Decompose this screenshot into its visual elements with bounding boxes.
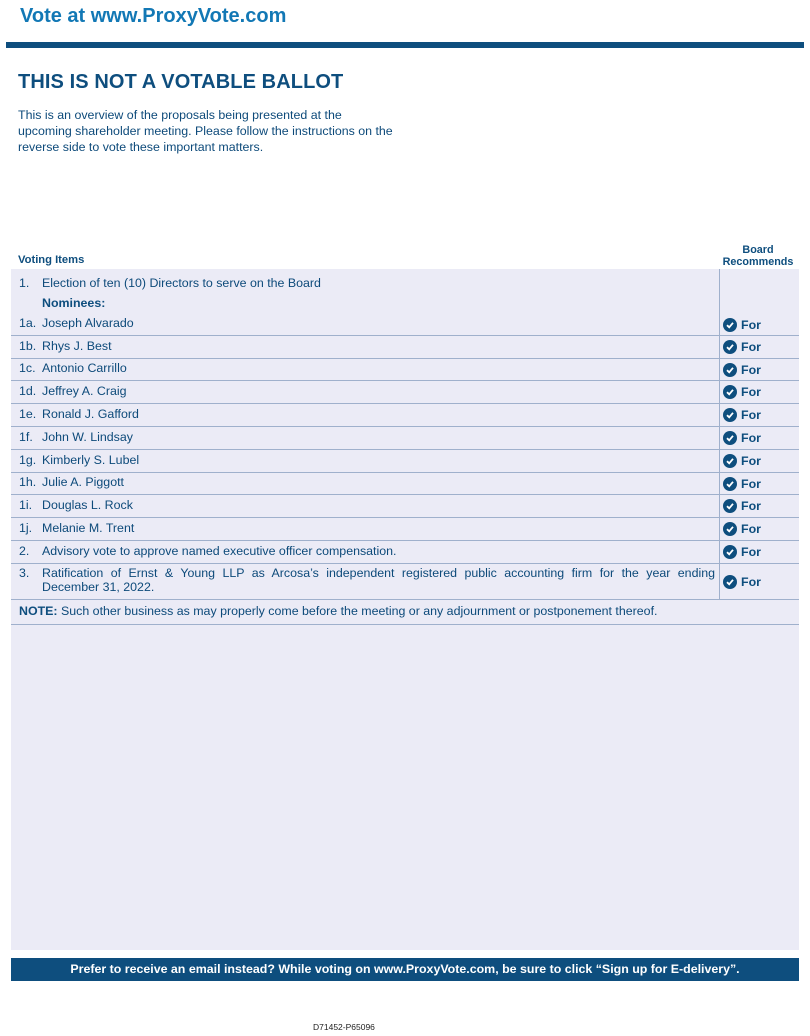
proposal-2-text: Advisory vote to approve named executive officer compensation. <box>42 544 397 558</box>
check-circle-icon <box>723 340 737 354</box>
recommendation <box>723 477 761 491</box>
nominee-name: Antonio Carrillo <box>42 361 127 375</box>
nominee-number: 1h. <box>19 475 37 489</box>
check-circle-icon <box>723 318 737 332</box>
check-circle-icon <box>723 385 737 399</box>
recommendation-label: For <box>741 522 761 536</box>
recommendation <box>723 545 761 559</box>
nominee-row <box>11 359 799 381</box>
proposal-3-line1: Ratification of Ernst & Young LLP as Arcosa’s independent registered public accounting firm for the year ending <box>42 566 715 580</box>
nominee-number: 1f. <box>19 430 33 444</box>
nominee-name: Melanie M. Trent <box>42 521 135 535</box>
intro-text: This is an overview of the proposals being presented at the upcoming shareholder meeting. Please follow the instructions on the reverse side to vote these important matters. <box>18 108 393 154</box>
check-circle-icon <box>723 477 737 491</box>
proposal-1-row <box>11 269 799 336</box>
recommendation-label: For <box>741 477 761 491</box>
not-votable-heading: THIS IS NOT A VOTABLE BALLOT <box>18 71 344 93</box>
recommendation <box>723 363 761 377</box>
recommendation <box>723 522 761 536</box>
proposal-3-text <box>42 566 715 594</box>
recommendation <box>723 318 761 332</box>
nominee-number: 1g. <box>19 453 37 467</box>
proposal-2-row <box>11 541 799 564</box>
recommendation-label: For <box>741 363 761 377</box>
recommendation <box>723 385 761 399</box>
recommendation-label: For <box>741 340 761 354</box>
nominee-row <box>11 450 799 473</box>
nominee-name: John W. Lindsay <box>42 430 133 444</box>
nominee-name: Ronald J. Gafford <box>42 407 139 421</box>
check-circle-icon <box>723 408 737 422</box>
nominee-number: 1i. <box>19 498 33 512</box>
nominee-row <box>11 473 799 495</box>
proposal-3-line2: December 31, 2022. <box>42 580 155 594</box>
note-rule <box>11 624 799 625</box>
board-recommends-header <box>717 244 799 268</box>
recommendation <box>723 408 761 422</box>
nominee-number: 1b. <box>19 339 37 353</box>
check-circle-icon <box>723 575 737 589</box>
board-header-line2: Recommends <box>722 256 794 268</box>
recommendation-label: For <box>741 545 761 559</box>
nominee-number: 1c. <box>19 361 36 375</box>
header-title: Vote at www.ProxyVote.com <box>20 5 287 27</box>
nominee-number: 1j. <box>19 521 33 535</box>
board-header-line1: Board <box>742 244 774 256</box>
proposal-1-text: Election of ten (10) Directors to serve on the Board <box>42 276 321 290</box>
nominee-name: Kimberly S. Lubel <box>42 453 140 467</box>
recommendation-label: For <box>741 575 761 589</box>
recommendation-label: For <box>741 408 761 422</box>
nominees-label: Nominees: <box>42 296 106 310</box>
nominee-row <box>11 404 799 427</box>
check-circle-icon <box>723 363 737 377</box>
nominee-number: 1d. <box>19 384 37 398</box>
edelivery-banner: Prefer to receive an email instead? While voting on www.ProxyVote.com, be sure to click “Sign up for E-delivery”. <box>11 958 799 981</box>
document-code: D71452-P65096 <box>313 1022 375 1032</box>
recommendation <box>723 575 761 589</box>
recommendation-label: For <box>741 385 761 399</box>
note-body: Such other business as may properly come before the meeting or any adjournment or postponement thereof. <box>57 604 658 618</box>
nominee-name: Rhys J. Best <box>42 339 112 353</box>
nominee-name: Joseph Alvarado <box>42 316 134 330</box>
nominee-row <box>11 518 799 541</box>
check-circle-icon <box>723 454 737 468</box>
check-circle-icon <box>723 545 737 559</box>
recommendation <box>723 499 761 513</box>
recommendation <box>723 340 761 354</box>
recommendation-label: For <box>741 499 761 513</box>
check-circle-icon <box>723 431 737 445</box>
check-circle-icon <box>723 522 737 536</box>
recommendation-label: For <box>741 431 761 445</box>
nominee-number: 1e. <box>19 407 37 421</box>
recommendation <box>723 454 761 468</box>
nominee-row <box>11 381 799 404</box>
nominee-row <box>11 336 799 359</box>
recommendation-label: For <box>741 454 761 468</box>
recommendation-label: For <box>741 318 761 332</box>
proposal-1-number: 1. <box>19 276 30 290</box>
voting-items-header: Voting Items <box>18 254 85 266</box>
recommendation <box>723 431 761 445</box>
nominee-name: Julie A. Piggott <box>42 475 124 489</box>
nominee-name: Douglas L. Rock <box>42 498 133 512</box>
note-label: NOTE: <box>19 604 58 618</box>
header-rule <box>6 42 804 48</box>
nominee-row <box>11 427 799 450</box>
nominee-row <box>11 495 799 518</box>
proposal-3-row <box>11 564 799 600</box>
nominee-number: 1a. <box>19 316 37 330</box>
note-text <box>19 604 657 618</box>
proposal-3-number: 3. <box>19 566 30 580</box>
nominee-name: Jeffrey A. Craig <box>42 384 127 398</box>
proposal-2-number: 2. <box>19 544 30 558</box>
check-circle-icon <box>723 499 737 513</box>
